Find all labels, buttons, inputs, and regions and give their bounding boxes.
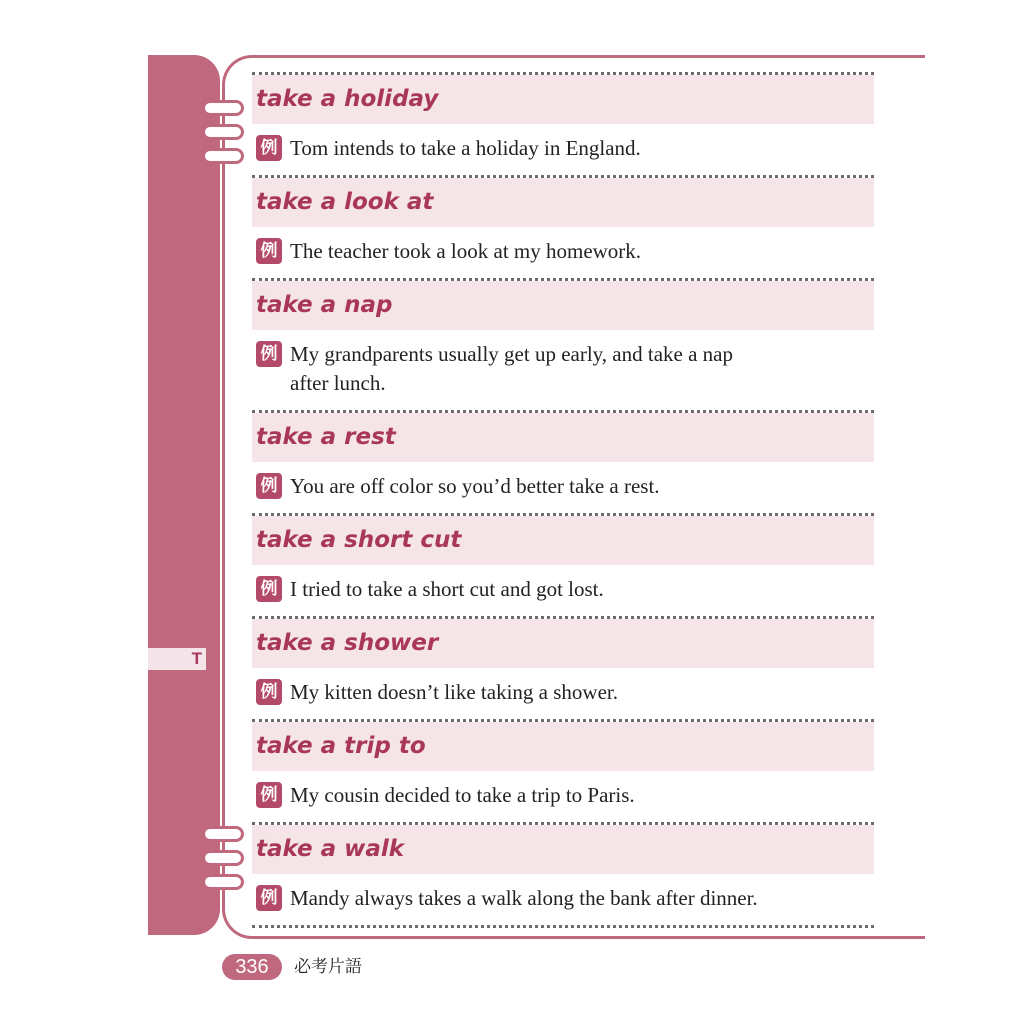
phrase-heading: take a look at — [252, 178, 874, 227]
phrase-heading: take a rest — [252, 413, 874, 462]
phrase-entry — [252, 72, 874, 175]
example-marker: 例 — [256, 782, 282, 808]
phrase-entry — [252, 719, 874, 822]
example-row — [252, 874, 874, 925]
binder-ring-icon — [202, 124, 244, 140]
book-title: 必考片語 — [294, 957, 362, 977]
example-row — [252, 330, 874, 410]
phrase-heading: take a shower — [252, 619, 874, 668]
phrase-heading: take a holiday — [252, 75, 874, 124]
binder-ring-icon — [202, 826, 244, 842]
example-marker: 例 — [256, 135, 282, 161]
phrase-heading: take a nap — [252, 281, 874, 330]
phrase-entry — [252, 822, 874, 928]
example-sentence: You are off color so you’d better take a rest. — [290, 474, 660, 498]
example-row — [252, 227, 874, 278]
notebook-spine — [148, 55, 220, 935]
phrase-entry — [252, 175, 874, 278]
example-marker: 例 — [256, 576, 282, 602]
phrase-heading: take a short cut — [252, 516, 874, 565]
example-marker: 例 — [256, 341, 282, 367]
section-tab: T — [148, 648, 206, 670]
example-sentence: My kitten doesn’t like taking a shower. — [290, 680, 618, 704]
binder-ring-icon — [202, 148, 244, 164]
example-sentence: I tried to take a short cut and got lost. — [290, 577, 604, 601]
binder-ring-icon — [202, 100, 244, 116]
phrase-list — [252, 72, 874, 928]
example-marker: 例 — [256, 238, 282, 264]
phrase-entry — [252, 616, 874, 719]
phrase-heading: take a walk — [252, 825, 874, 874]
example-sentence: Tom intends to take a holiday in England. — [290, 136, 641, 160]
example-row — [252, 124, 874, 175]
phrase-entry — [252, 410, 874, 513]
phrase-entry — [252, 278, 874, 410]
example-marker: 例 — [256, 473, 282, 499]
example-sentence: The teacher took a look at my homework. — [290, 239, 642, 263]
example-row — [252, 565, 874, 616]
example-row — [252, 668, 874, 719]
binder-ring-icon — [202, 874, 244, 890]
example-marker: 例 — [256, 679, 282, 705]
example-sentence: Mandy always takes a walk along the bank after dinner. — [290, 886, 758, 910]
binder-ring-icon — [202, 850, 244, 866]
example-row — [252, 771, 874, 822]
phrase-heading: take a trip to — [252, 722, 874, 771]
page-number: 336 — [222, 954, 282, 980]
example-sentence: My grandparents usually get up early, and take a nap after lunch. — [290, 342, 733, 395]
phrase-entry — [252, 513, 874, 616]
example-row — [252, 462, 874, 513]
example-marker: 例 — [256, 885, 282, 911]
example-sentence: My cousin decided to take a trip to Paris. — [290, 783, 635, 807]
